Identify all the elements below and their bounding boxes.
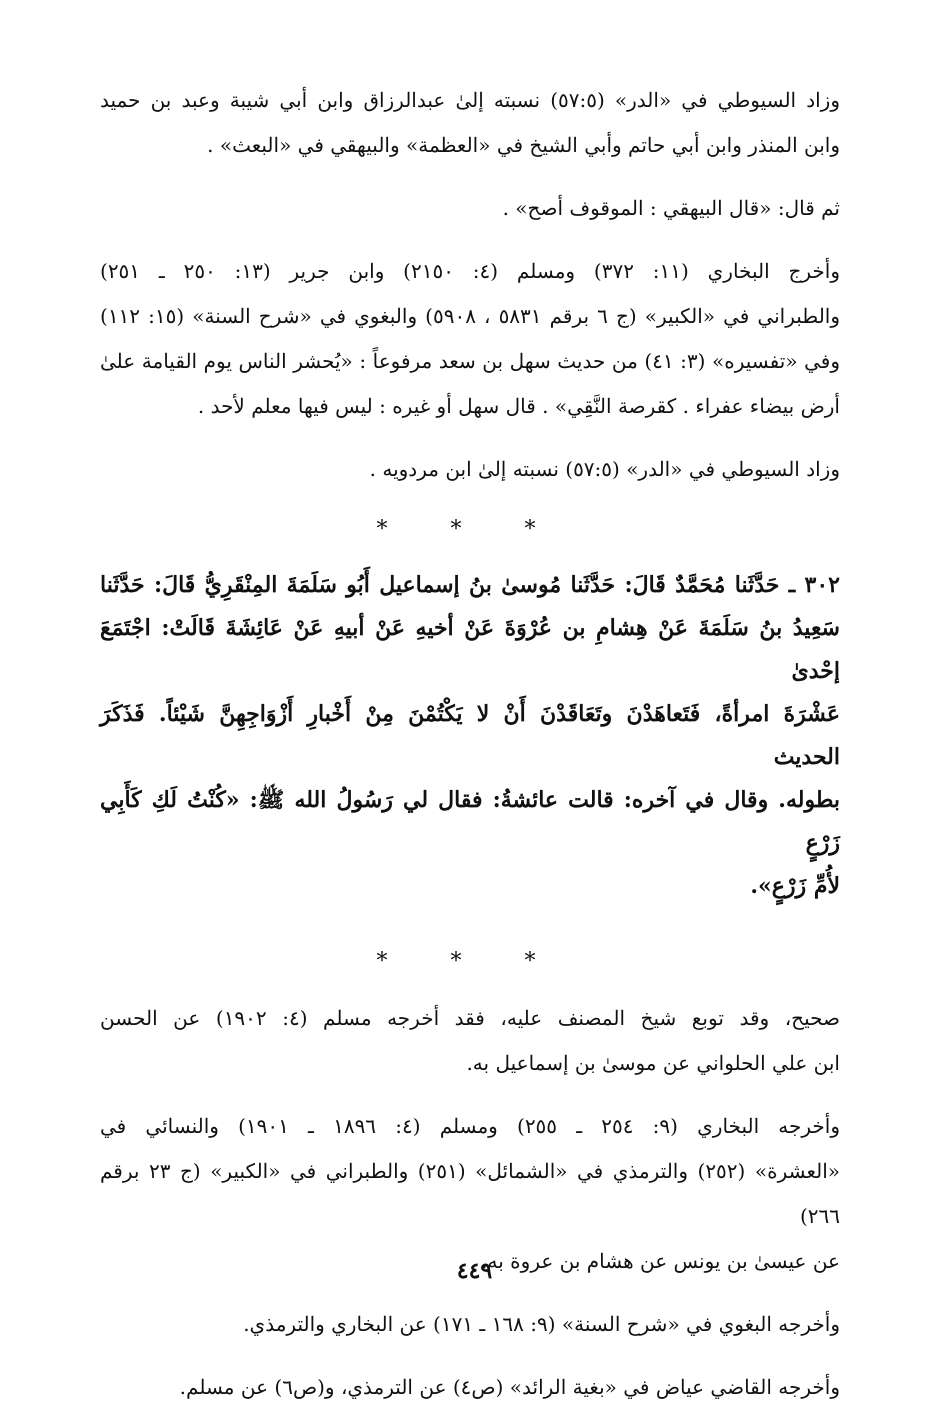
paragraph: [100, 78, 840, 168]
text-line: عن عيسىٰ بن يونس عن هشام بن عروة به.: [481, 1249, 840, 1273]
text-line: وزاد السيوطي في «الدر» (٥٧:٥) نسبته إلىٰ ابن مردويه .: [369, 457, 840, 481]
text-line: وأخرج البخاري (١١: ٣٧٢) ومسلم (٤: ٢١٥٠) وابن جرير (١٣: ٢٥٠ ـ ٢٥١): [100, 259, 840, 283]
text-line: وأخرجه القاضي عياض في «بغية الرائد» (ص٤) عن الترمذي، و(ص٦) عن مسلم.: [179, 1375, 840, 1399]
paragraph: [100, 1302, 840, 1347]
paragraph: [100, 1365, 840, 1410]
text-line: «العشرة» (٢٥٢) والترمذي في «الشمائل» (٢٥١) والطبراني في «الكبير» (ج ٢٣ برقم ٢٦٦): [100, 1159, 840, 1228]
page-body: [100, 78, 840, 1428]
text-line: وابن المنذر وابن أبي حاتم وأبي الشيخ في «العظمة» والبيهقي في «البعث» .: [207, 133, 840, 157]
text-line: وفي «تفسيره» (٣: ٤١) من حديث سهل بن سعد مرفوعاً : «يُحشر الناس يوم القيامة علىٰ: [100, 349, 840, 373]
text-line: ابن علي الحلواني عن موسىٰ بن إسماعيل به.: [466, 1051, 840, 1075]
hadith-line: بطوله. وقال في آخره: قالت عائشةُ: فقال لي رَسُولُ الله ﷺ: «كُنْتُ لَكِ كَأَبِي زَرْعٍ: [100, 787, 840, 856]
text-line: أرض بيضاء عفراء . كقرصة النَّقِي» . قال سهل أو غيره : ليس فيها معلم لأحد .: [197, 394, 840, 418]
text-line: والطبراني في «الكبير» (ج ٦ برقم ٥٨٣١ ، ٥٩٠٨) والبغوي في «شرح السنة» (١٥: ١١٢): [100, 304, 841, 328]
hadith-line: لأُمِّ زَرْعٍ».: [750, 873, 840, 899]
paragraph: [100, 996, 840, 1086]
hadith-line: ٣٠٢ ـ حَدَّثَنا مُحَمَّدٌ قَالَ: حَدَّثَنا مُوسىٰ بنُ إسماعيل أَبُو سَلَمَةَ المِنْقَرِيُّ قَالَ: حَدَّثَنا: [100, 572, 840, 598]
hadith-line: سَعِيدُ بنُ سَلَمَةَ عَنْ هِشامِ بن عُرْوَةَ عَنْ أخيهِ عَنْ أبيهِ عَنْ عَائِشَةَ قَالَتْ: اجْتَمَعَ إحْدىٰ: [100, 615, 840, 684]
section-separator: * * *: [376, 517, 564, 542]
text-line: وزاد السيوطي في «الدر» (٥٧:٥) نسبته إلىٰ عبدالرزاق وابن أبي شيبة وعبد بن حميد: [100, 88, 841, 112]
hadith-text: [100, 564, 840, 908]
paragraph: [100, 447, 840, 492]
hadith-line: عَشْرَةَ امرأةً، فَتَعاهَدْنَ وتَعَاقَدْنَ أَنْ لا يَكْتُمْنَ مِنْ أَخْبارِ أَزْوَاجِهِنَّ شَيْئاً. فَذَكَرَ الحديث: [100, 701, 840, 770]
text-line: وأخرجه البخاري (٩: ٢٥٤ ـ ٢٥٥) ومسلم (٤: ١٨٩٦ ـ ١٩٠١) والنسائي في: [100, 1114, 841, 1138]
paragraph: [100, 1104, 840, 1284]
page-number: ٤٤٩: [456, 1258, 493, 1284]
section-separator: * * *: [376, 949, 564, 974]
paragraph: [100, 249, 840, 429]
text-line: صحيح، وقد توبع شيخ المصنف عليه، فقد أخرجه مسلم (٤: ١٩٠٢) عن الحسن: [100, 1006, 840, 1030]
text-line: وأخرجه البغوي في «شرح السنة» (٩: ١٦٨ ـ ١٧١) عن البخاري والترمذي.: [243, 1312, 840, 1336]
text-line: ثم قال: «قال البيهقي : الموقوف أصح» .: [502, 196, 840, 220]
paragraph: [100, 186, 840, 231]
